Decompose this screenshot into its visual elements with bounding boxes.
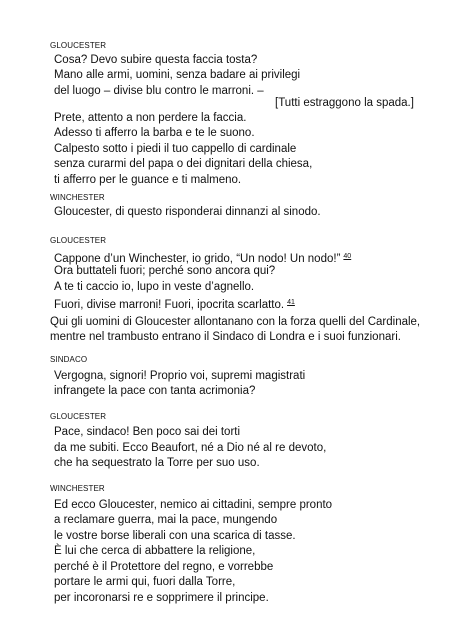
stage-direction-line: Qui gli uomini di Gloucester allontanano con la forza quelli del Cardinale,	[50, 316, 421, 328]
verse-line: Cosa? Devo subire questa faccia tosta?	[54, 54, 258, 66]
verse-line: Calpesto sotto i piedi il tuo cappello di cardinale	[54, 143, 297, 155]
verse-line: da me subiti. Ecco Beaufort, né a Dio né al re devoto,	[54, 442, 327, 454]
speaker-name: WINCHESTER	[50, 484, 105, 493]
verse-line: portare le armi qui, fuori dalla Torre,	[54, 576, 236, 588]
verse-line: le vostre borse liberali con una scarica di tasse.	[54, 530, 296, 542]
stage-direction-line: mentre nel trambusto entrano il Sindaco di Londra e i suoi funzionari.	[50, 331, 401, 343]
verse-line: Gloucester, di questo risponderai dinnanzi al sinodo.	[54, 206, 321, 218]
verse-line: del luogo – divise blu contro le marroni. –	[54, 85, 264, 97]
verse-line: ti afferro per le guance e ti malmeno.	[54, 174, 242, 186]
verse-line: Ora buttateli fuori; perché sono ancora qui?	[54, 265, 276, 277]
verse-line: a reclamare guerra, mai la pace, mungendo	[54, 514, 278, 526]
verse-line: Adesso ti afferro la barba e te le suono.	[54, 127, 255, 139]
speaker-name: GLOUCESTER	[50, 236, 107, 245]
verse-line: per incoronarsi re e sopprimere il principe.	[54, 592, 269, 604]
speaker-name: SINDACO	[50, 355, 88, 364]
verse-text: Cappone d’un Winchester, io grido, “Un nodo! Un nodo!”	[54, 253, 341, 265]
verse-line: Prete, attento a non perdere la faccia.	[54, 112, 247, 124]
verse-text: Fuori, divise marroni! Fuori, ipocrita scarlatto.	[54, 299, 285, 311]
verse-line: A te ti caccio io, lupo in veste d’agnello.	[54, 281, 255, 293]
verse-line	[54, 295, 295, 313]
speaker-name: GLOUCESTER	[50, 412, 107, 421]
verse-line: Vergogna, signori! Proprio voi, supremi magistrati	[54, 370, 306, 382]
speaker-name: GLOUCESTER	[50, 41, 107, 50]
speaker-name: WINCHESTER	[50, 193, 105, 202]
verse-line: senza curarmi del papa o dei dignitari della chiesa,	[54, 158, 313, 170]
verse-line: Pace, sindaco! Ben poco sai dei torti	[54, 426, 241, 438]
footnote-ref[interactable]: 41	[287, 299, 295, 306]
verse-line: Mano alle armi, uomini, senza badare ai privilegi	[54, 69, 301, 81]
verse-line: infrangete la pace con tanta acrimonia?	[54, 385, 256, 397]
verse-line: È lui che cerca di abbattere la religione,	[54, 545, 256, 557]
footnote-ref[interactable]: 40	[343, 253, 352, 260]
verse-line: Ed ecco Gloucester, nemico ai cittadini, sempre pronto	[54, 499, 333, 511]
stage-direction: [Tutti estraggono la spada.]	[275, 97, 414, 109]
verse-line: che ha sequestrato la Torre per suo uso.	[54, 457, 260, 469]
verse-line: perché è il Protettore del regno, e vorrebbe	[54, 561, 274, 573]
